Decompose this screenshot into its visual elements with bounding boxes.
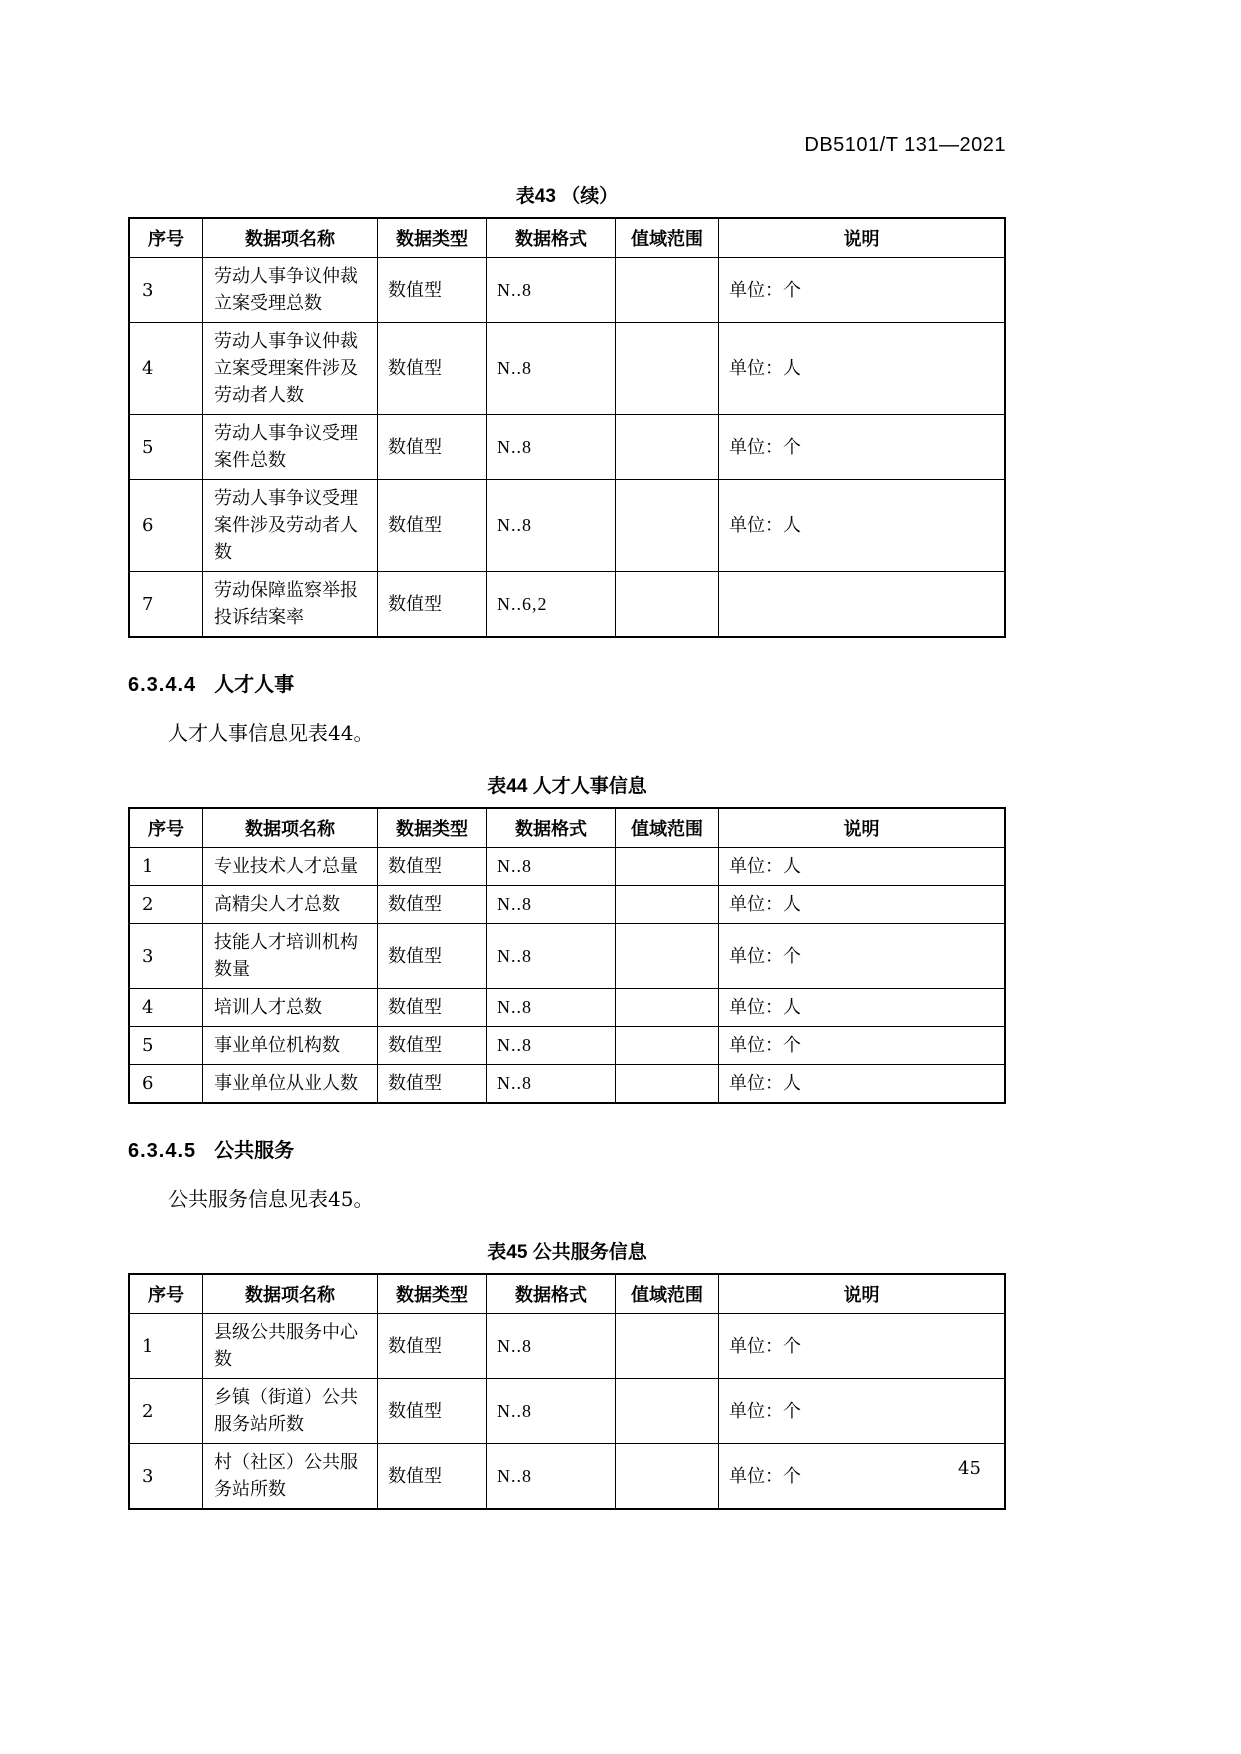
table-header-row	[129, 1274, 1005, 1314]
table-cell: 数值型	[378, 1379, 487, 1444]
table-cell: N..8	[487, 989, 616, 1027]
table-cell: 培训人才总数	[203, 989, 378, 1027]
table-cell: 数值型	[378, 572, 487, 638]
table-cell: 数值型	[378, 258, 487, 323]
table-row	[129, 1027, 1005, 1065]
table-row	[129, 886, 1005, 924]
column-header: 说明	[719, 218, 1006, 258]
table-cell: N..8	[487, 480, 616, 572]
table-cell: 单位：人	[719, 848, 1006, 886]
table-cell: 1	[129, 1314, 203, 1379]
table-cell: 数值型	[378, 415, 487, 480]
table-cell: 单位：个	[719, 415, 1006, 480]
table-cell: 劳动人事争议仲裁立案受理总数	[203, 258, 378, 323]
table-cell: N..8	[487, 1314, 616, 1379]
table-cell: 技能人才培训机构数量	[203, 924, 378, 989]
page-content	[128, 0, 1006, 1510]
section-heading-6345	[128, 1134, 1006, 1163]
table-row	[129, 415, 1005, 480]
table-cell	[616, 415, 719, 480]
table-cell: 单位：个	[719, 1314, 1006, 1379]
table-cell: 2	[129, 886, 203, 924]
table44-title: 表44 人才人事信息	[487, 776, 647, 797]
table-cell: N..8	[487, 258, 616, 323]
table-cell: 3	[129, 1444, 203, 1510]
table-cell: 数值型	[378, 924, 487, 989]
table-cell: 事业单位从业人数	[203, 1065, 378, 1104]
table-cell	[616, 258, 719, 323]
table-cell: N..6,2	[487, 572, 616, 638]
table-cell: 单位：人	[719, 989, 1006, 1027]
table-cell: 4	[129, 989, 203, 1027]
table-cell	[616, 1379, 719, 1444]
section-title: 公共服务	[214, 1140, 295, 1162]
table-row	[129, 924, 1005, 989]
table-row	[129, 989, 1005, 1027]
table-cell: 劳动人事争议受理案件涉及劳动者人数	[203, 480, 378, 572]
table-cell: 2	[129, 1379, 203, 1444]
section-title: 人才人事	[214, 674, 295, 696]
table-cell: 数值型	[378, 1027, 487, 1065]
table-cell	[616, 1444, 719, 1510]
table-cell: 数值型	[378, 886, 487, 924]
section4-paragraph: 人才人事信息见表44。	[168, 721, 374, 745]
table-cell: 劳动人事争议受理案件总数	[203, 415, 378, 480]
table-cell: 村（社区）公共服务站所数	[203, 1444, 378, 1510]
column-header: 序号	[129, 218, 203, 258]
table-cell: 3	[129, 924, 203, 989]
document-header	[128, 134, 1006, 157]
table-cell: N..8	[487, 323, 616, 415]
table-cell	[616, 323, 719, 415]
column-header: 值域范围	[616, 218, 719, 258]
column-header: 说明	[719, 808, 1006, 848]
table-cell: 5	[129, 1027, 203, 1065]
table-cell: 单位：个	[719, 1379, 1006, 1444]
column-header: 数据格式	[487, 1274, 616, 1314]
section-heading-6344	[128, 668, 1006, 697]
table-row	[129, 1314, 1005, 1379]
table-cell: 数值型	[378, 848, 487, 886]
table-cell: 乡镇（街道）公共服务站所数	[203, 1379, 378, 1444]
table-cell: 专业技术人才总量	[203, 848, 378, 886]
table-cell: 7	[129, 572, 203, 638]
table-row	[129, 848, 1005, 886]
doc-number: DB5101/T 131—2021	[804, 134, 1006, 156]
column-header: 序号	[129, 808, 203, 848]
table-cell	[616, 924, 719, 989]
table-row	[129, 480, 1005, 572]
table-cell	[616, 886, 719, 924]
table-row	[129, 572, 1005, 638]
column-header: 数据格式	[487, 218, 616, 258]
column-header: 序号	[129, 1274, 203, 1314]
table-cell: 1	[129, 848, 203, 886]
column-header: 说明	[719, 1274, 1006, 1314]
table-row	[129, 1444, 1005, 1510]
table-cell: N..8	[487, 1027, 616, 1065]
table-cell: 单位：人	[719, 323, 1006, 415]
table-cell	[616, 848, 719, 886]
table-cell: N..8	[487, 1065, 616, 1104]
table-cell	[616, 480, 719, 572]
column-header: 数据类型	[378, 218, 487, 258]
table-row	[129, 1065, 1005, 1104]
table-cell: 数值型	[378, 323, 487, 415]
table-cell: N..8	[487, 1444, 616, 1510]
column-header: 数据类型	[378, 808, 487, 848]
table-row	[129, 323, 1005, 415]
column-header: 数据项名称	[203, 808, 378, 848]
table-cell: 单位：个	[719, 258, 1006, 323]
table43	[128, 217, 1006, 638]
section5-paragraph: 公共服务信息见表45。	[168, 1187, 374, 1211]
section-number: 6.3.4.5	[128, 1140, 197, 1162]
column-header: 数据项名称	[203, 1274, 378, 1314]
table45	[128, 1273, 1006, 1510]
table-cell	[616, 572, 719, 638]
page-number: 45	[958, 1458, 981, 1479]
table-cell: N..8	[487, 886, 616, 924]
table-cell: 县级公共服务中心数	[203, 1314, 378, 1379]
column-header: 数据格式	[487, 808, 616, 848]
table-cell: 高精尖人才总数	[203, 886, 378, 924]
table-cell	[719, 572, 1006, 638]
column-header: 数据类型	[378, 1274, 487, 1314]
table-cell: 单位：人	[719, 1065, 1006, 1104]
table-header-row	[129, 218, 1005, 258]
table-cell: 5	[129, 415, 203, 480]
table45-title: 表45 公共服务信息	[487, 1242, 647, 1263]
table-cell: 6	[129, 1065, 203, 1104]
table-cell: N..8	[487, 415, 616, 480]
table-cell: 数值型	[378, 1065, 487, 1104]
table43-title: 表43 （续）	[515, 186, 619, 207]
table-cell: N..8	[487, 1379, 616, 1444]
table-cell	[616, 1314, 719, 1379]
table-row	[129, 258, 1005, 323]
table-cell: 单位：个	[719, 1027, 1006, 1065]
section-number: 6.3.4.4	[128, 674, 197, 696]
table44	[128, 807, 1006, 1104]
table-cell: 单位：个	[719, 1444, 1006, 1510]
table-cell: 事业单位机构数	[203, 1027, 378, 1065]
table-cell: 劳动人事争议仲裁立案受理案件涉及劳动者人数	[203, 323, 378, 415]
table-cell: 单位：个	[719, 924, 1006, 989]
table-cell	[616, 989, 719, 1027]
table-cell: N..8	[487, 848, 616, 886]
table-cell	[616, 1027, 719, 1065]
table-cell: 4	[129, 323, 203, 415]
table-cell: 数值型	[378, 1314, 487, 1379]
table-cell	[616, 1065, 719, 1104]
table-cell: 单位：人	[719, 886, 1006, 924]
table-cell: 数值型	[378, 989, 487, 1027]
table-cell: 单位：人	[719, 480, 1006, 572]
column-header: 值域范围	[616, 808, 719, 848]
table-cell: N..8	[487, 924, 616, 989]
table-cell: 3	[129, 258, 203, 323]
table-cell: 数值型	[378, 480, 487, 572]
table-header-row	[129, 808, 1005, 848]
table-row	[129, 1379, 1005, 1444]
column-header: 数据项名称	[203, 218, 378, 258]
table-cell: 劳动保障监察举报投诉结案率	[203, 572, 378, 638]
table-cell: 6	[129, 480, 203, 572]
column-header: 值域范围	[616, 1274, 719, 1314]
table-cell: 数值型	[378, 1444, 487, 1510]
